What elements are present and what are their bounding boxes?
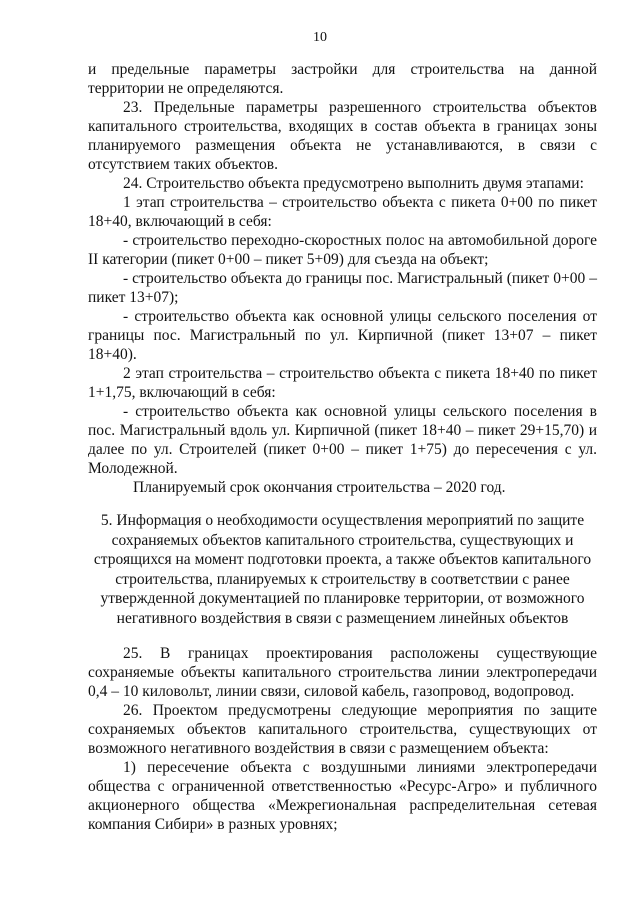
paragraph: 2 этап строительства – строительство объекта с пикета 18+40 по пикет 1+1,75, включающий в себя:	[88, 365, 597, 401]
paragraph: 24. Строительство объекта предусмотрено выполнить двумя этапами:	[123, 175, 584, 192]
paragraph: - строительство объекта до границы пос. Магистральный (пикет 0+00 – пикет 13+07);	[88, 270, 597, 306]
paragraph: - строительство объекта как основной улицы сельского поселения в пос. Магистральный вдоль ул. Кирпичной (пикет 18+40 – пикет 29+15,70) и далее по ул. Строителей (пикет 0+00 – пикет 1+75) до пересечения с ул. Молодежной.	[88, 403, 597, 477]
page-number: 10	[313, 30, 327, 45]
paragraph: 1 этап строительства – строительство объекта с пикета 0+00 по пикет 18+40, включающий в себя:	[88, 194, 597, 230]
paragraph: 26. Проектом предусмотрены следующие мероприятия по защите сохраняемых объектов капитального строительства, существующих от возможного негативного воздействия в связи с размещением объекта:	[88, 702, 597, 757]
section-heading: 5. Информация о необходимости осуществления мероприятий по защите сохраняемых объектов капитального строительства, существующих и строящихся на момент подготовки проекта, а также объектов капитального строительства, планируемых к строительству в соответствии с ранее утвержденной документацией по планировке территории, от возможного негативного воздействия в связи с размещением линейных объектов	[93, 512, 592, 627]
paragraph: 23. Предельные параметры разрешенного строительства объектов капитального строительства, входящих в состав объекта в границах зоны планируемого размещения объекта не устанавливаются, в связи с отсутствием таких объектов.	[88, 99, 597, 173]
paragraphs-before-heading	[88, 60, 597, 497]
paragraph: 25. В границах проектирования расположены существующие сохраняемые объекты капитального строительства линии электропередачи 0,4 – 10 киловольт, линии связи, силовой кабель, газопровод, водопровод.	[88, 645, 597, 700]
paragraph: - строительство объекта как основной улицы сельского поселения от границы пос. Магистральный по ул. Кирпичной (пикет 13+07 – пикет 18+40).	[88, 308, 597, 363]
document-body	[88, 60, 597, 834]
paragraph: 1) пересечение объекта с воздушными линиями электропередачи общества с ограниченной ответственностью «Ресурс-Агро» и публичного акционерного общества «Межрегиональная распределительная сетевая компания Сибири» в разных уровнях;	[88, 759, 597, 833]
paragraph: и предельные параметры застройки для строительства на данной территории не определяются.	[88, 61, 597, 97]
paragraph: Планируемый срок окончания строительства – 2020 год.	[133, 479, 506, 496]
paragraph: - строительство переходно-скоростных полос на автомобильной дороге II категории (пикет 0+00 – пикет 5+09) для съезда на объект;	[88, 232, 597, 268]
paragraphs-after-heading	[88, 644, 597, 834]
